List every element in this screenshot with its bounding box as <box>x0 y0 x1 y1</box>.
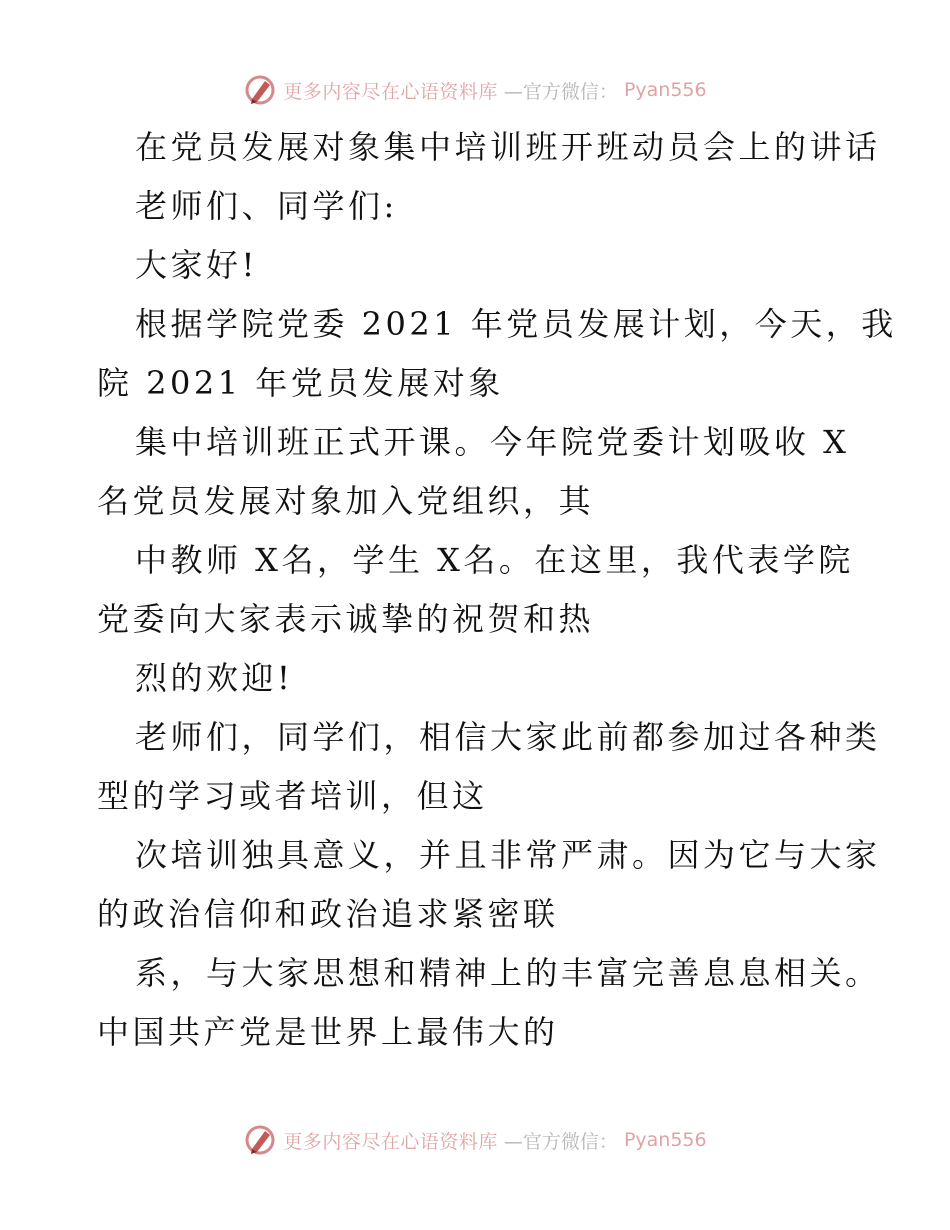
paragraph-line: 院 2021 年党员发展对象 <box>97 364 504 402</box>
watermark-main-text: 更多内容尽在心语资料库 <box>283 1130 498 1153</box>
paragraph-line: 大家好! <box>135 246 258 284</box>
paragraph-line: 党委向大家表示诚挚的祝贺和热 <box>97 600 595 638</box>
footer-watermark <box>0 1120 950 1160</box>
paragraph-line: 名党员发展对象加入党组织，其 <box>97 482 595 520</box>
paragraph-line: 中教师 X名，学生 X名。在这里，我代表学院 <box>135 541 854 579</box>
paragraph-line: 的政治信仰和政治追求紧密联 <box>97 895 559 933</box>
paragraph-line: 老师们，同学们，相信大家此前都参加过各种类 <box>135 718 881 756</box>
watermark-main-text: 更多内容尽在心语资料库 <box>283 80 498 103</box>
paragraph-line: 型的学习或者培训，但这 <box>97 777 488 815</box>
pen-logo-icon <box>243 73 277 107</box>
header-watermark <box>0 70 950 110</box>
paragraph-line: 集中培训班正式开课。今年院党委计划吸收 X <box>135 423 850 461</box>
watermark-wechat-id: Pyan556 <box>623 79 707 101</box>
paragraph-line: 次培训独具意义，并且非常严肃。因为它与大家 <box>135 836 881 874</box>
paragraph-line: 老师们、同学们: <box>135 187 398 225</box>
watermark-wechat-id: Pyan556 <box>623 1129 707 1151</box>
paragraph-line: 根据学院党委 2021 年党员发展计划，今天，我 <box>135 305 897 343</box>
paragraph-line: 中国共产党是世界上最伟大的 <box>97 1013 559 1051</box>
watermark-sub-text: —官方微信： <box>503 80 618 103</box>
paragraph-line: 烈的欢迎! <box>135 659 294 697</box>
watermark-sub-text: —官方微信： <box>503 1130 618 1153</box>
document-title: 在党员发展对象集中培训班开班动员会上的讲话 <box>135 128 881 166</box>
pen-logo-icon <box>243 1123 277 1157</box>
paragraph-line: 系，与大家思想和精神上的丰富完善息息相关。 <box>135 954 881 992</box>
document-body <box>97 118 897 1062</box>
